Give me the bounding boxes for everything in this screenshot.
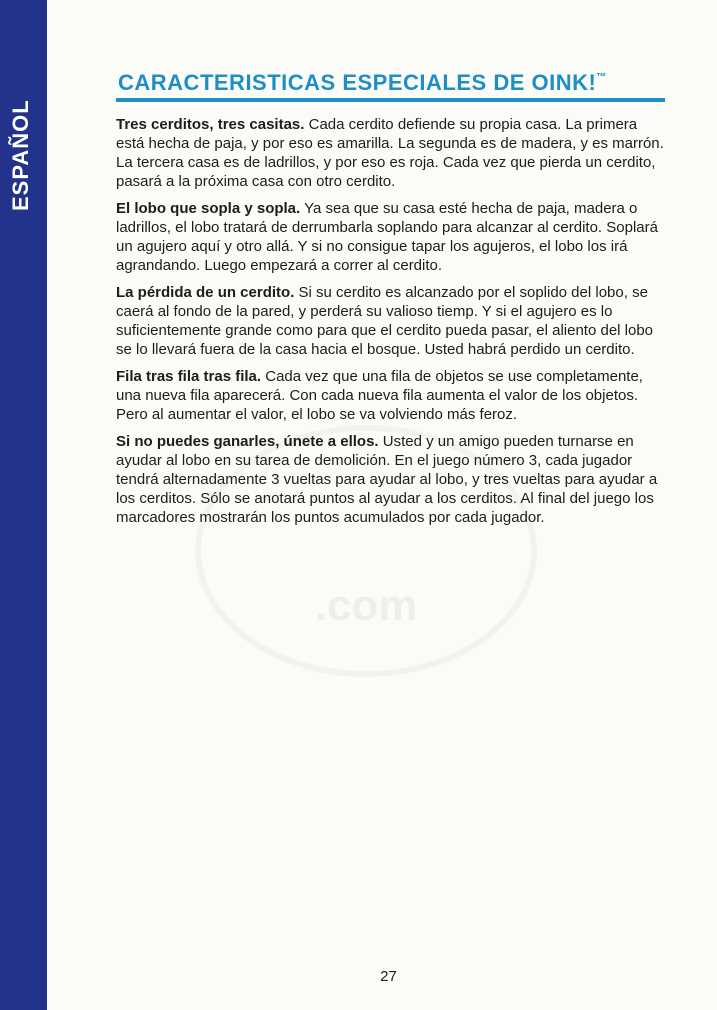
feature-body: Cada cerdito defiende su propia casa. La primera está hecha de paja, y por eso es amarilla. La segunda es de madera, y es marrón. La tercera casa es de ladrillos, y por eso es roja. Cada vez que pierda un cerdito, pasará a la próxima casa con otro cerdito. (116, 116, 664, 190)
feature-paragraph (116, 115, 668, 191)
feature-heading: Tres cerditos, tres casitas. (116, 116, 305, 133)
feature-body: Cada vez que una fila de objetos se use completamente, una nueva fila aparecerá. Con cada nueva fila aumenta el valor de los objetos. Pero al aumentar el valor, el lobo se va volviendo más feroz. (116, 368, 643, 423)
language-side-band (0, 0, 47, 1010)
feature-body: Usted y un amigo pueden turnarse en ayudar al lobo en su tarea de demolición. En el juego número 3, cada jugador tendrá alternadamente 3 vueltas para ayudar al lobo, y tres vueltas para ayudar a los cerditos. Sólo se anotará puntos al ayudar a los cerditos. Al final del juego los marcadores mostrarán los puntos acumulados por cada jugador. (116, 433, 658, 526)
feature-body: Ya sea que su casa esté hecha de paja, madera o ladrillos, el lobo tratará de derrumbarla soplando para alcanzar al cerdito. Soplará un agujero aquí y otro allá. Y si no consigue tapar los agujeros, el lobo los irá agrandando. Luego empezará a correr al cerdito. (116, 200, 658, 274)
feature-heading: El lobo que sopla y sopla. (116, 200, 301, 217)
watermark-text: .com (314, 581, 418, 630)
trademark-symbol: ™ (596, 72, 607, 83)
feature-heading: La pérdida de un cerdito. (116, 284, 295, 301)
feature-paragraph (116, 283, 668, 359)
page-title-text: CARACTERISTICAS ESPECIALES DE OINK! (118, 70, 597, 95)
feature-body: Si su cerdito es alcanzado por el soplido del lobo, se caerá al fondo de la pared, y perderá su valioso tiemp. Y si el agujero es lo suficientemente grande como para que el cerdito pueda pasar, el aliento del lobo se lo llevará fuera de la casa hacia el bosque. Usted habrá perdido un cerdito. (116, 284, 654, 358)
feature-paragraph (116, 367, 668, 424)
page-number: 27 (380, 968, 397, 985)
feature-list (116, 115, 668, 535)
feature-paragraph (116, 199, 668, 275)
feature-heading: Fila tras fila tras fila. (116, 368, 262, 385)
title-underline (116, 98, 665, 102)
language-label: ESPAÑOL (8, 99, 33, 211)
page-title (118, 70, 668, 96)
feature-paragraph (116, 432, 668, 527)
feature-heading: Si no puedes ganarles, únete a ellos. (116, 433, 379, 450)
